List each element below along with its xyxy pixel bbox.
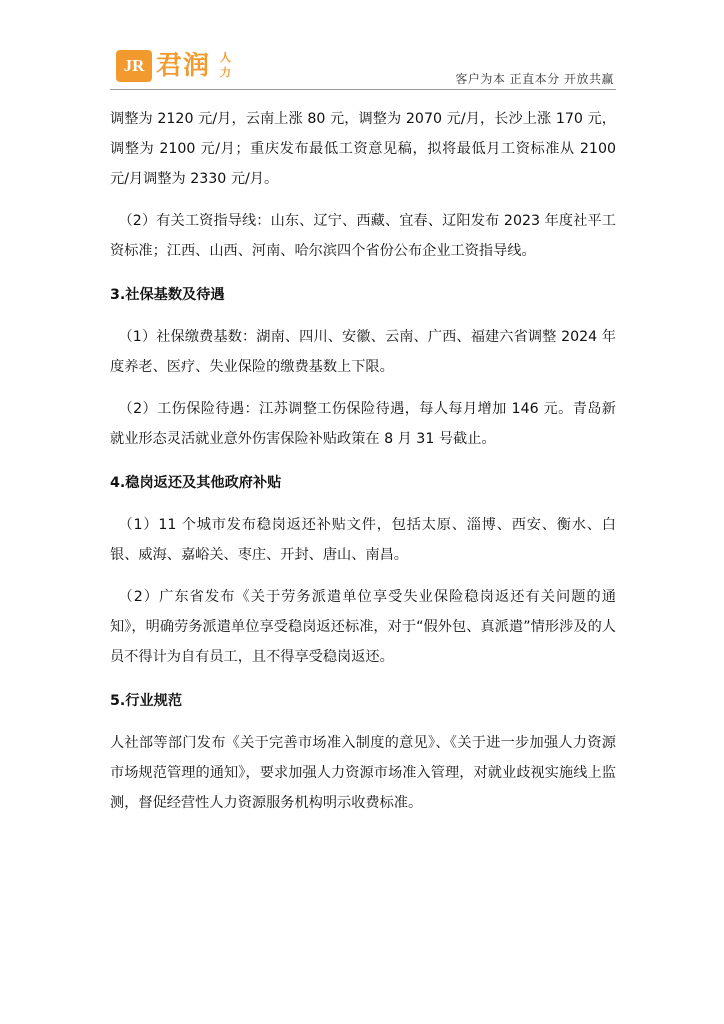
paragraph-regulation: 人社部等部门发布《关于完善市场准入制度的意见》、《关于进一步加强人力资源市场规范管理的通知》，要求加强人力资源市场准入管理，对就业歧视实施线上监测，督促经营性人力资源服务机构明示收费标准。	[110, 735, 616, 811]
section-heading-industry-regulation: 5.行业规范	[110, 693, 183, 709]
document-body	[110, 104, 616, 818]
header-divider	[110, 89, 616, 90]
section-heading-social-security: 3.社保基数及待遇	[110, 287, 225, 303]
paragraph-guangdong-notice: （2）广东省发布《关于劳务派遣单位享受失业保险稳岗返还有关问题的通知》，明确劳务派遣单位享受稳岗返还标准，对于“假外包、真派遣”情形涉及的人员不得计为自有员工，且不得享受稳岗返还。	[110, 589, 616, 665]
logo-name: 君润	[156, 51, 211, 81]
company-slogan: 客户为本 正直本分 开放共赢	[455, 72, 614, 86]
paragraph-min-wage-continued: 调整为 2120 元/月，云南上涨 80 元，调整为 2070 元/月，长沙上涨 170 元，调整为 2100 元/月；重庆发布最低工资意见稿，拟将最低月工资标准从 2100 元/月调整为 2330 元/月。	[110, 111, 616, 187]
paragraph-wage-guideline: （2）有关工资指导线：山东、辽宁、西藏、宜春、辽阳发布 2023 年度社平工资标准；江西、山西、河南、哈尔滨四个省份公布企业工资指导线。	[110, 213, 616, 259]
logo-subtitle: 人力	[220, 51, 231, 79]
page-header	[110, 48, 616, 90]
paragraph-contribution-base: （1）社保缴费基数：湖南、四川、安徽、云南、广西、福建六省调整 2024 年度养老、医疗、失业保险的缴费基数上下限。	[110, 329, 616, 375]
paragraph-city-subsidies: （1）11 个城市发布稳岗返还补贴文件，包括太原、淄博、西安、衡水、白银、威海、嘉峪关、枣庄、开封、唐山、南昌。	[110, 517, 616, 563]
paragraph-injury-insurance: （2）工伤保险待遇：江苏调整工伤保险待遇，每人每月增加 146 元。青岛新就业形态灵活就业意外伤害保险补贴政策在 8 月 31 号截止。	[110, 401, 616, 447]
logo-icon: JR	[116, 50, 152, 82]
section-heading-subsidies: 4.稳岗返还及其他政府补贴	[110, 475, 282, 491]
